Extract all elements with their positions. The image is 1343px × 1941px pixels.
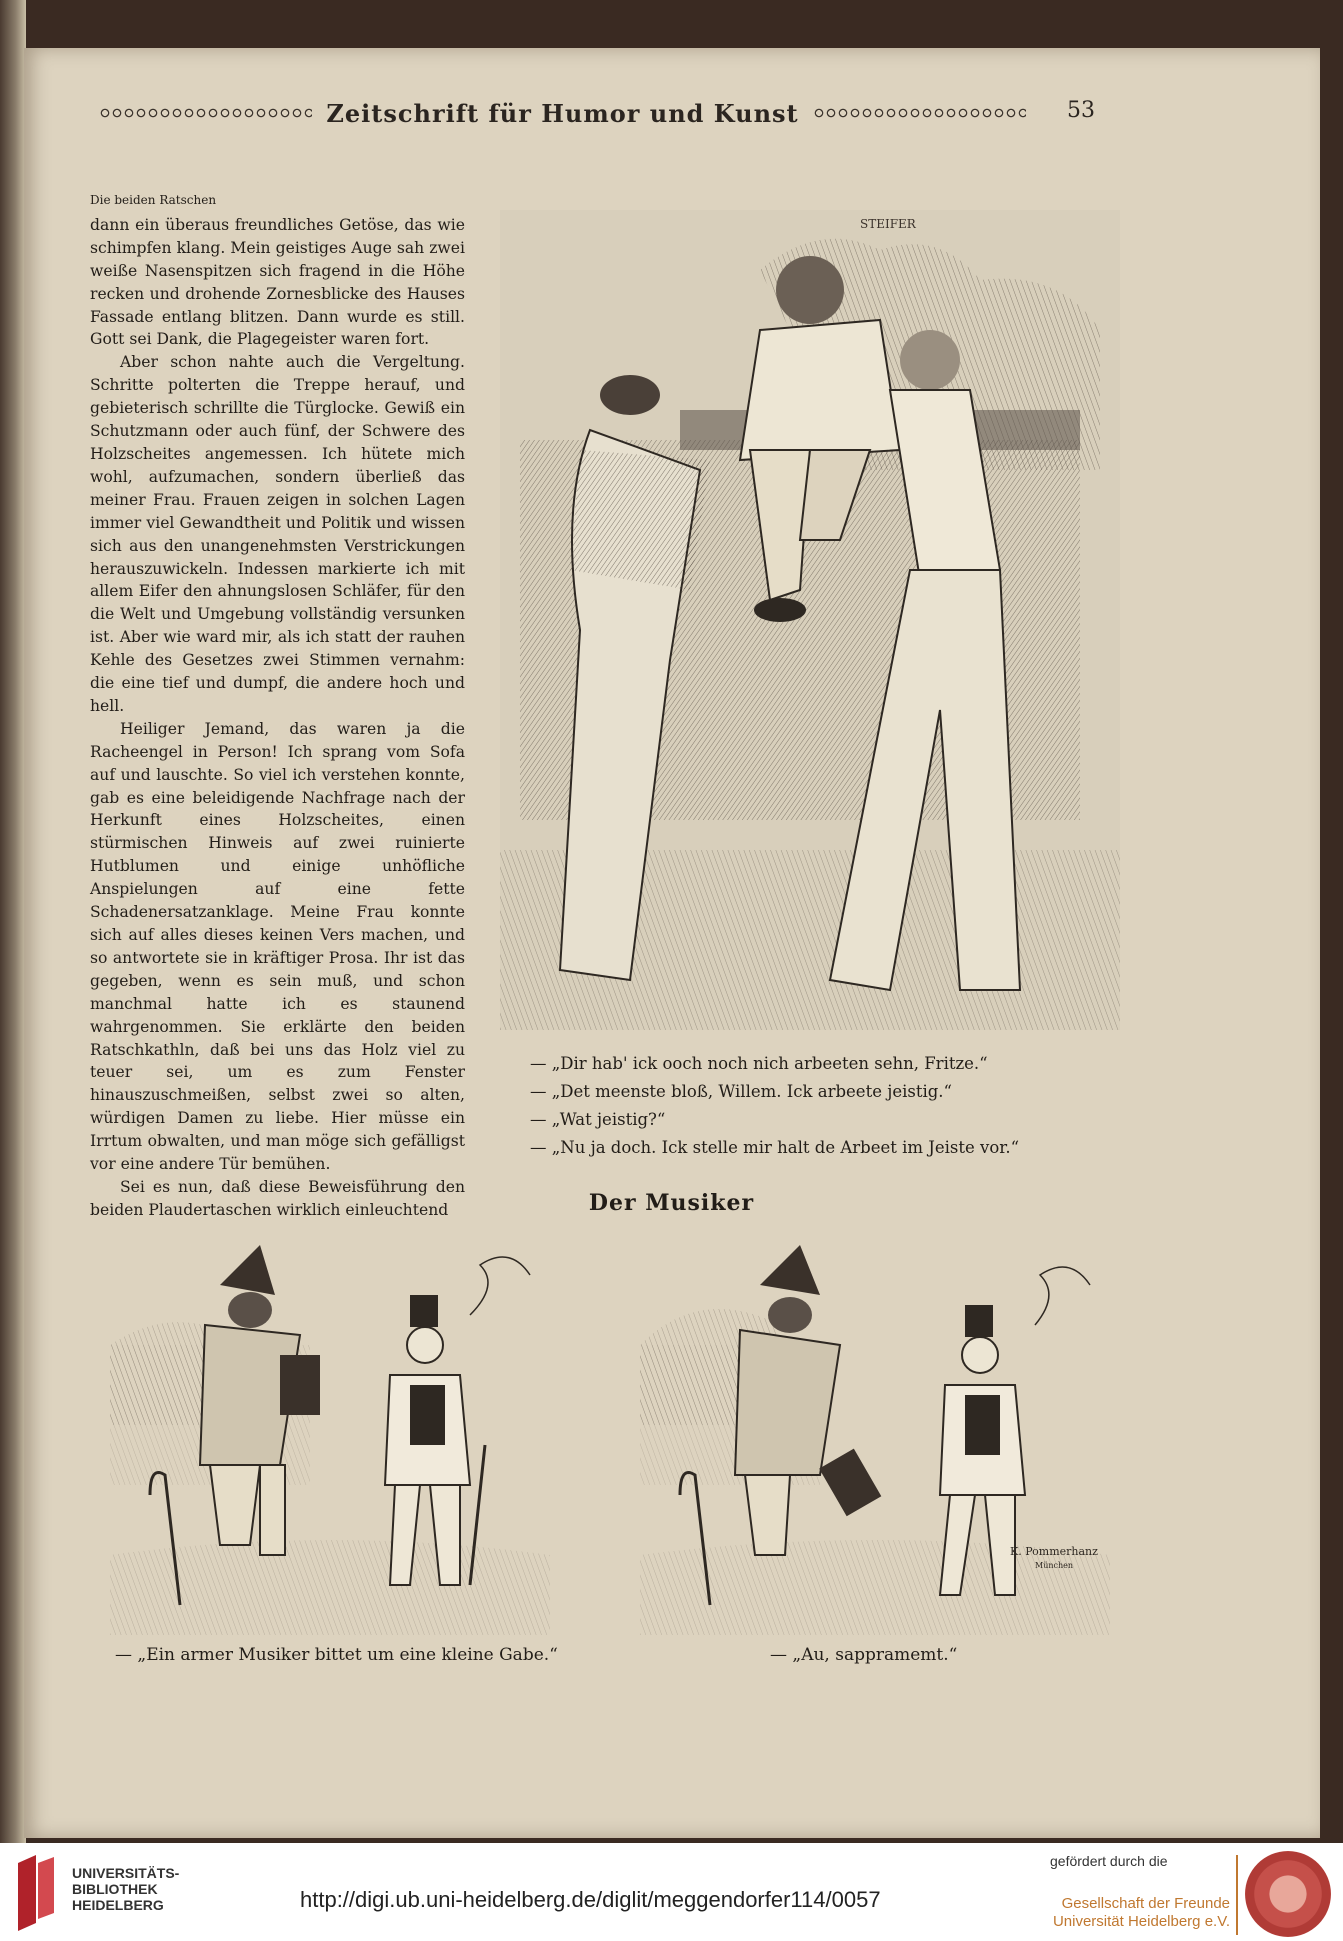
running-caption: Die beiden Ratschen [90,193,217,207]
main-illustration [500,210,1120,1030]
page-number: 53 [1067,98,1095,123]
dialog-line: — „Det meenste bloß, Willem. Ick arbeete jeistig.“ [530,1082,952,1101]
story-column [90,193,465,1222]
story-paragraph: Heiliger Jemand, das waren ja die Racheengel in Person! Ich sprang vom Sofa auf und lauschte. So viel ich verstehen konnte, gab es eine beleidigende Nachfrage nach der Herkunft eines Holzscheites, einen stürmischen Hinweis auf zwei ruinierte Hutblumen und einige unhöfliche Anspielungen auf eine fette Schadenersatzanklage. Meine Frau konnte sich auf alles dieses keinen Vers machen, und so antwortete sie in kräftiger Prosa. Ihr ist das gegeben, wenn es sein muß, und schon manchmal hatte ich es staunend wahrgenommen. Sie erklärte den beiden Ratschkathln, daß bei uns das Holz viel zu teuer sei, um es zum Fenster hinauszuschmeißen, selbst zwei so alten, würdigen Damen zu liebe. Hier müsse ein Irrtum obwalten, und man möge sich gefälligst vor eine andere Tür bemühen. [90,719,465,1174]
dialog-lines [530,1050,1090,1162]
section-title: Der Musiker [588,1190,755,1216]
ornament-right [813,106,1026,120]
cartoon-musician-falls [640,1225,1110,1635]
journal-title: Zeitschrift für Humor und Kunst [326,98,799,128]
dialog-line: — „Wat jeistig?“ [530,1110,666,1129]
page-header [85,98,1090,128]
book-spine [0,0,26,1843]
ornament-left [99,106,312,120]
cartoon-left [110,1225,550,1635]
artist-city: München [1035,1561,1074,1570]
library-name: UNIVERSITÄTS- BIBLIOTHEK HEIDELBERG [72,1865,180,1913]
cartoon-musician-begging [110,1225,550,1635]
illustrator-signature: STEIFER [860,217,916,231]
cartoon-right [640,1225,1110,1635]
society-name: Gesellschaft der Freunde Universität Heidelberg e.V. [1052,1895,1230,1930]
university-library-logo-icon [14,1853,58,1933]
dialog-line: — „Nu ja doch. Ick stelle mir halt de Arbeet im Jeiste vor.“ [530,1138,1020,1157]
illustration-workers-on-wall [500,210,1120,1030]
caption-right: — „Au, sappramemt.“ [770,1645,958,1665]
story-paragraph: Sei es nun, daß diese Beweisführung den beiden Plaudertaschen wirklich einleuchtend [90,1177,465,1219]
university-seal-icon [1245,1851,1331,1937]
caption-left: — „Ein armer Musiker bittet um eine kleine Gabe.“ [115,1645,558,1665]
artist-signature: K. Pommerhanz [1010,1545,1098,1558]
footer-bar [0,1843,1343,1941]
footer-divider [1236,1855,1238,1935]
story-paragraph: Aber schon nahte auch die Vergeltung. Schritte polterten die Treppe herauf, und gebieterisch schrillte die Türglocke. Gewiß ein Schutzmann oder auch fünf, der Schwere des Holzscheites angemessen. Ich hütete mich wohl, aufzumachen, sondern überließ das meiner Frau. Frauen zeigen in solchen Lagen immer viel Gewandtheit und Politik und wissen sich aus den unangenehmsten Verstrickungen herauszuwickeln. Indessen markierte ich mit allem Eifer den ahnungslosen Schläfer, für den die Welt und Umgebung vollständig versunken ist. Aber wie ward mir, als ich statt der rauhen Kehle des Gesetzes zwei Stimmen vernahm: die eine tief und dumpf, die andere hoch und hell. [90,353,465,715]
dialog-line: — „Dir hab' ick ooch noch nich arbeeten sehn, Fritze.“ [530,1054,988,1073]
digital-url[interactable]: http://digi.ub.uni-heidelberg.de/diglit/meggendorfer114/0057 [300,1887,881,1912]
funded-by: gefördert durch die [1050,1853,1168,1869]
story-paragraph: dann ein überaus freundliches Getöse, das wie schimpfen klang. Mein geistiges Auge sah zwei weiße Nasenspitzen sich fragend in die Höhe recken und drohende Zornesblicke des Hauses Fassade entlang blitzen. Dann wurde es still. Gott sei Dank, die Plagegeister waren fort. [90,215,465,349]
